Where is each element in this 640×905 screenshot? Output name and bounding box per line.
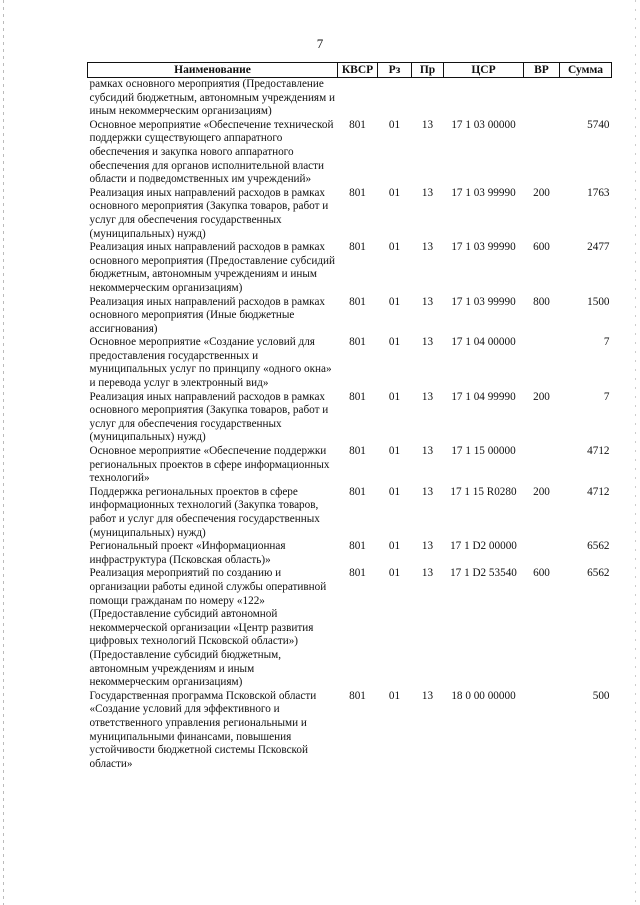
cell-name: Реализация иных направлений расходов в рамках основного мероприятия (Предоставление субсидий бюджетным, автономным учреждениям и иным некоммерческим организациям) (89, 241, 335, 294)
scan-right-edge (635, 0, 636, 905)
cell-sum (560, 78, 612, 119)
cell-pr: 13 (421, 485, 434, 498)
cell-csr: 17 1 15 R0280 (450, 485, 517, 498)
cell-pr: 13 (421, 295, 434, 308)
cell-csr: 17 1 D2 00000 (450, 540, 517, 553)
cell-name: Основное мероприятие «Создание условий для предоставления государственных и муниципальных услуг по принципу «одного окна» и перевода услуг в электронный вид» (89, 336, 332, 390)
cell-rz: 01 (388, 689, 401, 702)
cell-sum: 2477 (587, 241, 610, 254)
table-row (88, 78, 612, 119)
cell-vr: 600 (533, 567, 550, 580)
header-vr: ВР (524, 63, 560, 78)
cell-pr: 13 (421, 567, 434, 580)
cell-name: Реализация иных направлений расходов в рамках основного мероприятия (Закупка товаров, работ и услуг для обеспечения государственных (муниципальных) нужд) (89, 186, 329, 240)
scan-left-edge (3, 0, 4, 905)
cell-vr: 600 (533, 241, 550, 254)
cell-sum: 500 (592, 689, 610, 702)
cell-kvsr: 801 (349, 336, 366, 349)
cell-pr: 13 (421, 390, 434, 403)
cell-name: Реализация иных направлений расходов в рамках основного мероприятия (Иные бюджетные ассигнования) (89, 295, 326, 335)
cell-kvsr: 801 (349, 567, 366, 580)
cell-vr (524, 540, 560, 567)
cell-vr: 800 (533, 295, 550, 308)
table-row (88, 119, 612, 187)
cell-kvsr (338, 78, 378, 119)
cell-csr: 17 1 03 99990 (451, 186, 516, 199)
cell-pr: 13 (421, 118, 434, 131)
table-row (88, 187, 612, 241)
cell-name: Реализация иных направлений расходов в рамках основного мероприятия (Закупка товаров, работ и услуг для обеспечения государственных (муниципальных) нужд) (89, 390, 329, 444)
cell-sum: 7 (603, 390, 610, 403)
cell-name: Реализация мероприятий по созданию и организации работы единой службы оперативной помощи гражданам по номеру «122» (Предоставление субсидий автономной некоммерческой организации «Центр развития цифровых технологий Псковской области») (Предоставление субсидий бюджетным, автономным учреждениям и иным некоммерческим организациям) (89, 567, 327, 689)
cell-csr: 17 1 03 99990 (451, 295, 516, 308)
cell-kvsr: 801 (349, 485, 366, 498)
cell-kvsr: 801 (349, 540, 366, 553)
cell-csr: 17 1 D2 53540 (450, 567, 517, 580)
cell-kvsr: 801 (349, 689, 366, 702)
cell-rz: 01 (388, 540, 401, 553)
cell-sum: 1500 (587, 295, 610, 308)
cell-pr: 13 (421, 445, 434, 458)
cell-kvsr: 801 (349, 118, 366, 131)
table-row (88, 296, 612, 337)
header-sum: Сумма (560, 63, 612, 78)
cell-kvsr: 801 (349, 186, 366, 199)
cell-rz: 01 (388, 567, 401, 580)
table-row (88, 241, 612, 295)
cell-sum: 4712 (587, 485, 610, 498)
cell-csr (444, 78, 524, 119)
table-row (88, 391, 612, 445)
cell-vr (524, 78, 560, 119)
cell-kvsr: 801 (349, 295, 366, 308)
cell-rz: 01 (388, 118, 401, 131)
cell-vr: 200 (533, 186, 550, 199)
cell-pr: 13 (421, 186, 434, 199)
cell-vr: 200 (533, 485, 550, 498)
cell-vr (524, 690, 560, 772)
table-row (88, 690, 612, 772)
cell-name: Государственная программа Псковской области «Создание условий для эффективного и ответственного управления региональными и муниципальными финансами, повышения устойчивости бюджетной системы Псковской области» (89, 689, 317, 770)
cell-vr: 200 (533, 390, 550, 403)
cell-name: Поддержка региональных проектов в сфере информационных технологий (Закупка товаров, работ и услуг для обеспечения государственных (муниципальных) нужд) (89, 485, 320, 539)
cell-name: рамках основного мероприятия (Предоставление субсидий бюджетным, автономным учреждениям и иным некоммерческим организациям) (89, 78, 335, 118)
cell-csr: 17 1 03 99990 (451, 241, 516, 254)
table-row (88, 540, 612, 567)
cell-rz: 01 (388, 295, 401, 308)
cell-name: Региональный проект «Информационная инфраструктура (Псковская область)» (89, 540, 286, 566)
cell-sum: 7 (603, 336, 610, 349)
table-row (88, 336, 612, 390)
table-row (88, 486, 612, 540)
cell-pr: 13 (421, 336, 434, 349)
cell-rz: 01 (388, 485, 401, 498)
cell-pr (412, 78, 444, 119)
cell-rz: 01 (388, 336, 401, 349)
header-rz: Рз (378, 63, 412, 78)
header-name: Наименование (88, 63, 338, 78)
cell-csr: 17 1 15 00000 (451, 445, 516, 458)
cell-rz: 01 (388, 186, 401, 199)
cell-rz: 01 (388, 445, 401, 458)
cell-pr: 13 (421, 540, 434, 553)
cell-vr (524, 336, 560, 390)
cell-csr: 17 1 03 00000 (451, 118, 516, 131)
cell-rz: 01 (388, 241, 401, 254)
cell-csr: 18 0 00 00000 (451, 689, 516, 702)
cell-sum: 4712 (587, 445, 610, 458)
table-row (88, 445, 612, 486)
cell-sum: 1763 (587, 186, 610, 199)
cell-vr (524, 119, 560, 187)
cell-rz: 01 (388, 390, 401, 403)
cell-vr (524, 445, 560, 486)
cell-rz (378, 78, 412, 119)
cell-pr: 13 (421, 241, 434, 254)
cell-sum: 6562 (587, 540, 610, 553)
header-csr: ЦСР (444, 63, 524, 78)
cell-csr: 17 1 04 00000 (451, 336, 516, 349)
cell-sum: 5740 (587, 118, 610, 131)
cell-pr: 13 (421, 689, 434, 702)
cell-name: Основное мероприятие «Обеспечение поддержки региональных проектов в сфере информационных технологий» (89, 445, 330, 485)
cell-kvsr: 801 (349, 390, 366, 403)
page-number: 7 (316, 36, 324, 51)
cell-kvsr: 801 (349, 445, 366, 458)
table-body (88, 78, 612, 772)
table-header (88, 63, 612, 78)
cell-kvsr: 801 (349, 241, 366, 254)
budget-table (87, 62, 612, 771)
header-kvsr: КВСР (338, 63, 378, 78)
header-pr: Пр (412, 63, 444, 78)
cell-sum: 6562 (587, 567, 610, 580)
cell-name: Основное мероприятие «Обеспечение технической поддержки существующего аппаратного обеспечения и закупка нового аппаратного обеспечения для органов исполнительной власти области и подведомственных им учреждений» (89, 118, 334, 186)
cell-csr: 17 1 04 99990 (451, 390, 516, 403)
table-row (88, 567, 612, 689)
